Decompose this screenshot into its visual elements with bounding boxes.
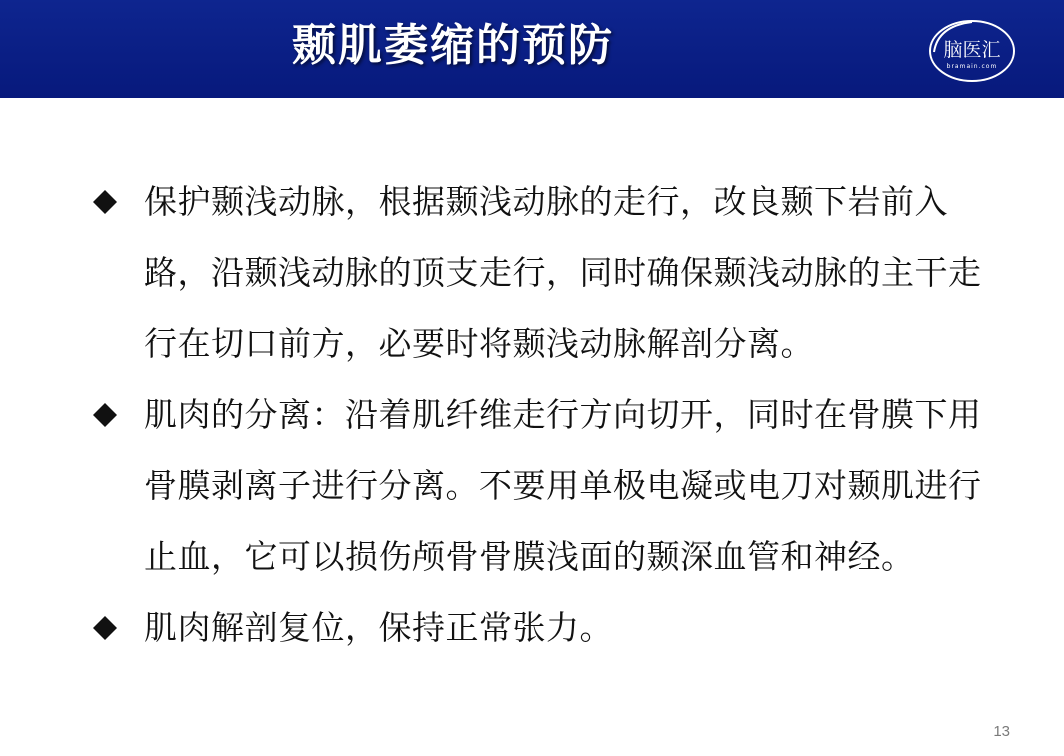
bullet-item bbox=[92, 379, 992, 592]
logo-name: 脑医汇 bbox=[943, 39, 1001, 61]
bullet-item bbox=[92, 592, 992, 663]
diamond-bullet-icon bbox=[92, 615, 118, 641]
header-bar bbox=[0, 0, 1064, 98]
page-number: 13 bbox=[993, 723, 1010, 740]
slide-title: 颞肌萎缩的预防 bbox=[292, 20, 614, 71]
bullet-list bbox=[92, 166, 992, 663]
logo-subtext: bramain.com bbox=[946, 63, 998, 70]
bullet-item bbox=[92, 166, 992, 379]
bullet-text: 保护颞浅动脉，根据颞浅动脉的走行，改良颞下岩前入路，沿颞浅动脉的顶支走行，同时确保颞浅动脉的主干走行在切口前方，必要时将颞浅动脉解剖分离。 bbox=[144, 182, 982, 363]
brand-logo-graphic bbox=[926, 18, 1018, 84]
diamond-bullet-icon bbox=[92, 189, 118, 215]
bullet-text: 肌肉的分离：沿着肌纤维走行方向切开，同时在骨膜下用骨膜剥离子进行分离。不要用单极电凝或电刀对颞肌进行止血，它可以损伤颅骨骨膜浅面的颞深血管和神经。 bbox=[144, 395, 982, 576]
brand-logo-icon bbox=[926, 18, 1018, 84]
bullet-text: 肌肉解剖复位，保持正常张力。 bbox=[144, 608, 613, 647]
diamond-bullet-icon bbox=[92, 402, 118, 428]
